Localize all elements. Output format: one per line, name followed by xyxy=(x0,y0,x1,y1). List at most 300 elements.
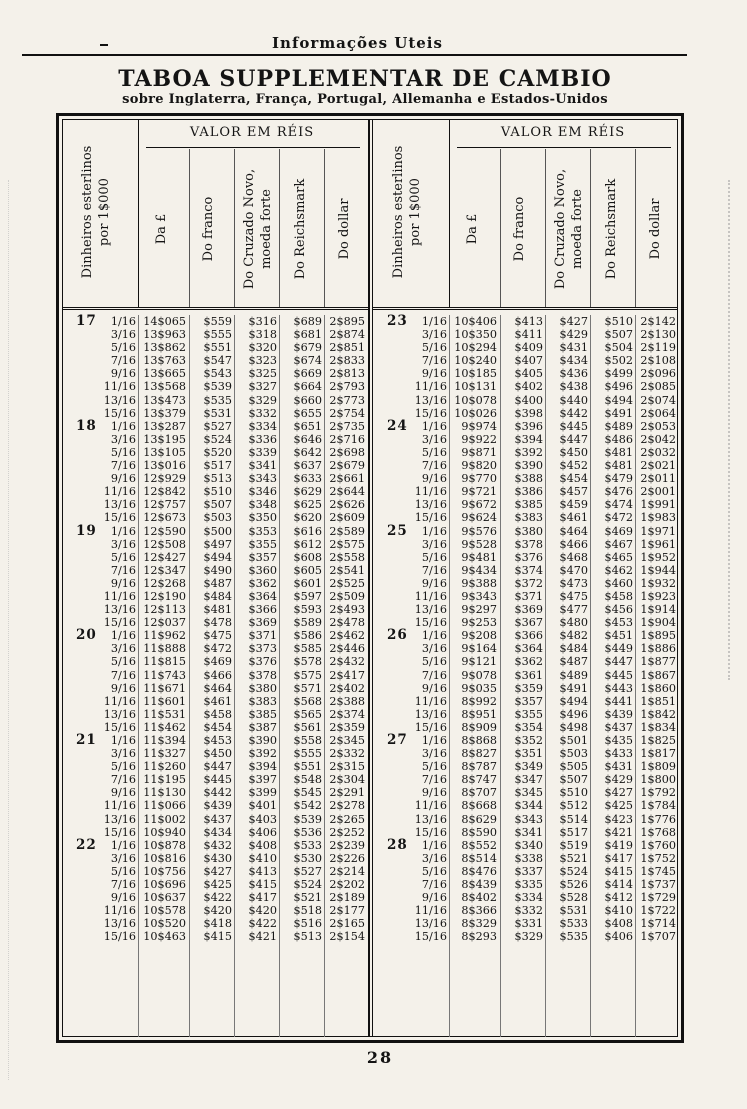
value-pound: 11$327 xyxy=(143,747,186,761)
franc-column-header: Do franco xyxy=(512,196,527,262)
value-cruzado: $413 xyxy=(248,864,277,878)
table-row xyxy=(373,590,678,603)
value-cruzado: $482 xyxy=(559,629,588,643)
value-dollar: 2$189 xyxy=(329,891,365,905)
value-dollar: 2$679 xyxy=(329,459,365,473)
pence-fraction: 3/16 xyxy=(110,537,136,551)
pence-fraction: 13/16 xyxy=(103,707,136,721)
value-cruzado: $364 xyxy=(248,589,277,603)
value-franc: $411 xyxy=(514,328,543,342)
value-reichsmark: $451 xyxy=(604,629,633,643)
value-pound: 8$951 xyxy=(461,707,497,721)
value-cruzado: $429 xyxy=(559,328,588,342)
value-reichsmark: $462 xyxy=(604,563,633,577)
table-row xyxy=(373,498,678,511)
value-cruzado: $336 xyxy=(248,432,277,446)
pence-fraction: 1/16 xyxy=(110,524,136,538)
value-cruzado: $415 xyxy=(248,878,277,892)
value-reichsmark: $681 xyxy=(293,328,322,342)
value-franc: $531 xyxy=(203,406,232,420)
value-reichsmark: $410 xyxy=(604,904,633,918)
value-reichsmark: $689 xyxy=(293,315,322,328)
value-pound: 11$888 xyxy=(143,642,186,656)
value-franc: $472 xyxy=(203,642,232,656)
table-row xyxy=(62,891,368,904)
value-dollar: 2$874 xyxy=(329,328,365,342)
column-divider xyxy=(324,149,325,307)
value-dollar: 2$735 xyxy=(329,419,365,433)
value-reichsmark: $460 xyxy=(604,576,633,590)
value-franc: $420 xyxy=(203,904,232,918)
pence-fraction: 7/16 xyxy=(421,773,447,787)
table-row xyxy=(373,522,678,539)
value-cruzado: $521 xyxy=(559,851,588,865)
value-franc: $386 xyxy=(514,485,543,499)
value-dollar: 1$952 xyxy=(640,550,676,564)
value-cruzado: $512 xyxy=(559,799,588,813)
value-reichsmark: $489 xyxy=(604,419,633,433)
value-pound: 9$297 xyxy=(461,603,497,617)
table-left-half xyxy=(62,119,368,1037)
table-row xyxy=(373,669,678,682)
value-franc: $338 xyxy=(514,851,543,865)
value-dollar: 1$707 xyxy=(640,930,676,944)
value-cruzado: $383 xyxy=(248,694,277,708)
value-cruzado: $329 xyxy=(248,393,277,407)
value-pound: 13$287 xyxy=(143,419,186,433)
pence-fraction: 9/16 xyxy=(421,681,447,695)
pence-whole: 27 xyxy=(387,732,408,748)
value-dollar: 1$817 xyxy=(640,747,676,761)
value-reichsmark: $481 xyxy=(604,445,633,459)
value-cruzado: $517 xyxy=(559,825,588,839)
value-reichsmark: $530 xyxy=(293,851,322,865)
value-cruzado: $373 xyxy=(248,642,277,656)
pence-column-header xyxy=(79,127,115,297)
value-pound: 10$878 xyxy=(143,838,186,852)
table-row xyxy=(62,459,368,472)
value-franc: $400 xyxy=(514,393,543,407)
value-pound: 8$787 xyxy=(461,760,497,774)
pence-fraction: 9/16 xyxy=(110,891,136,905)
value-cruzado: $320 xyxy=(248,341,277,355)
value-reichsmark: $633 xyxy=(293,472,322,486)
value-dollar: 2$119 xyxy=(640,341,676,355)
value-reichsmark: $518 xyxy=(293,904,322,918)
value-pound: 14$065 xyxy=(143,315,186,328)
value-reichsmark: $441 xyxy=(604,694,633,708)
value-dollar: 2$644 xyxy=(329,485,365,499)
pence-fraction: 15/16 xyxy=(103,511,136,525)
value-dollar: 1$825 xyxy=(640,734,676,747)
table-row xyxy=(62,760,368,773)
value-reichsmark: $412 xyxy=(604,891,633,905)
table-row xyxy=(373,577,678,590)
table-row xyxy=(62,603,368,616)
value-dollar: 1$991 xyxy=(640,498,676,512)
pence-fraction: 13/16 xyxy=(414,603,447,617)
pence-fraction: 7/16 xyxy=(421,354,447,368)
value-reichsmark: $423 xyxy=(604,812,633,826)
value-dollar: 2$291 xyxy=(329,786,365,800)
value-franc: $437 xyxy=(203,812,232,826)
cruzado-column-header xyxy=(552,159,588,299)
value-reichsmark: $555 xyxy=(293,747,322,761)
value-cruzado: $452 xyxy=(559,459,588,473)
value-reichsmark: $612 xyxy=(293,537,322,551)
pence-fraction: 15/16 xyxy=(103,930,136,944)
value-franc: $347 xyxy=(514,773,543,787)
value-reichsmark: $533 xyxy=(293,838,322,852)
table-row xyxy=(62,799,368,812)
value-pound: 9$208 xyxy=(461,629,497,643)
value-pound: 9$035 xyxy=(461,681,497,695)
value-reichsmark: $593 xyxy=(293,603,322,617)
value-cruzado: $350 xyxy=(248,511,277,525)
column-divider xyxy=(500,149,501,307)
value-cruzado: $371 xyxy=(248,629,277,643)
pence-whole: 22 xyxy=(76,836,97,853)
value-reichsmark: $481 xyxy=(604,459,633,473)
pence-fraction: 3/16 xyxy=(421,432,447,446)
value-dollar: 2$813 xyxy=(329,367,365,381)
value-dollar: 2$085 xyxy=(640,380,676,394)
value-dollar: 2$478 xyxy=(329,616,365,630)
value-dollar: 2$558 xyxy=(329,550,365,564)
value-reichsmark: $629 xyxy=(293,485,322,499)
value-cruzado: $316 xyxy=(248,315,277,328)
value-dollar: 2$525 xyxy=(329,576,365,590)
table-row xyxy=(373,538,678,551)
value-pound: 9$672 xyxy=(461,498,497,512)
value-pound: 10$406 xyxy=(454,315,497,328)
pence-header-line-2: por 1$000 xyxy=(408,178,423,246)
value-cruzado: $514 xyxy=(559,812,588,826)
value-reichsmark: $568 xyxy=(293,694,322,708)
value-pound: 10$696 xyxy=(143,878,186,892)
table-row xyxy=(373,472,678,485)
pence-fraction: 15/16 xyxy=(414,825,447,839)
value-reichsmark: $456 xyxy=(604,603,633,617)
value-franc: $392 xyxy=(514,445,543,459)
pence-header-line-2: por 1$000 xyxy=(97,178,112,246)
table-row xyxy=(62,813,368,826)
table-row xyxy=(62,629,368,642)
table-row xyxy=(373,682,678,695)
pound-column-header: Da £ xyxy=(465,213,480,245)
table-row xyxy=(373,904,678,917)
table-row xyxy=(373,603,678,616)
value-cruzado: $450 xyxy=(559,445,588,459)
pence-fraction: 11/16 xyxy=(414,694,447,708)
value-franc: $507 xyxy=(203,498,232,512)
pence-whole: 19 xyxy=(76,522,97,539)
pence-whole: 17 xyxy=(76,313,97,329)
value-reichsmark: $499 xyxy=(604,367,633,381)
pence-fraction: 13/16 xyxy=(103,603,136,617)
value-franc: $372 xyxy=(514,576,543,590)
pence-fraction: 13/16 xyxy=(414,393,447,407)
value-franc: $539 xyxy=(203,380,232,394)
pence-fraction: 13/16 xyxy=(103,393,136,407)
value-pound: 12$113 xyxy=(143,603,186,617)
value-pound: 13$379 xyxy=(143,406,186,420)
value-pound: 8$668 xyxy=(461,799,497,813)
table-row xyxy=(373,380,678,393)
value-pound: 13$016 xyxy=(143,459,186,473)
value-dollar: 1$800 xyxy=(640,773,676,787)
table-body-left xyxy=(62,315,368,944)
pence-fraction: 7/16 xyxy=(110,668,136,682)
table-row xyxy=(373,695,678,708)
value-reichsmark: $625 xyxy=(293,498,322,512)
pence-fraction: 11/16 xyxy=(414,380,447,394)
value-franc: $466 xyxy=(203,668,232,682)
value-franc: $357 xyxy=(514,694,543,708)
value-pound: 9$624 xyxy=(461,511,497,525)
value-cruzado: $380 xyxy=(248,681,277,695)
value-dollar: 2$541 xyxy=(329,563,365,577)
value-franc: $517 xyxy=(203,459,232,473)
pence-fraction: 11/16 xyxy=(103,589,136,603)
pence-fraction: 3/16 xyxy=(421,642,447,656)
value-franc: $396 xyxy=(514,419,543,433)
value-dollar: 2$402 xyxy=(329,681,365,695)
value-dollar: 2$226 xyxy=(329,851,365,865)
value-pound: 9$343 xyxy=(461,589,497,603)
value-dollar: 2$609 xyxy=(329,511,365,525)
value-reichsmark: $469 xyxy=(604,524,633,538)
table-row xyxy=(373,826,678,839)
value-franc: $345 xyxy=(514,786,543,800)
header-rule xyxy=(62,307,368,310)
value-dollar: 1$851 xyxy=(640,694,676,708)
running-head-rule xyxy=(22,54,687,56)
value-franc: $337 xyxy=(514,864,543,878)
value-pound: 8$590 xyxy=(461,825,497,839)
table-row xyxy=(62,446,368,459)
value-pound: 11$743 xyxy=(143,668,186,682)
value-franc: $402 xyxy=(514,380,543,394)
value-pound: 8$552 xyxy=(461,838,497,852)
value-pound: 9$820 xyxy=(461,459,497,473)
table-row xyxy=(62,522,368,539)
table-row xyxy=(373,341,678,354)
value-franc: $354 xyxy=(514,720,543,734)
pence-fraction: 9/16 xyxy=(421,472,447,486)
pence-fraction: 11/16 xyxy=(414,799,447,813)
value-reichsmark: $435 xyxy=(604,734,633,747)
pence-whole: 18 xyxy=(76,417,97,434)
value-pound: 9$078 xyxy=(461,668,497,682)
value-franc: $343 xyxy=(514,812,543,826)
value-dollar: 2$851 xyxy=(329,341,365,355)
value-reichsmark: $551 xyxy=(293,760,322,774)
value-pound: 9$721 xyxy=(461,485,497,499)
value-pound: 13$568 xyxy=(143,380,186,394)
value-cruzado: $442 xyxy=(559,406,588,420)
table-row xyxy=(62,917,368,930)
value-dollar: 2$432 xyxy=(329,655,365,669)
running-head: Informações Uteis xyxy=(272,34,443,52)
value-reichsmark: $545 xyxy=(293,786,322,800)
value-franc: $388 xyxy=(514,472,543,486)
value-pound: 11$066 xyxy=(143,799,186,813)
value-reichsmark: $664 xyxy=(293,380,322,394)
value-dollar: 2$462 xyxy=(329,629,365,643)
value-pound: 10$294 xyxy=(454,341,497,355)
value-reichsmark: $479 xyxy=(604,472,633,486)
value-franc: $340 xyxy=(514,838,543,852)
value-cruzado: $387 xyxy=(248,720,277,734)
value-pound: 10$131 xyxy=(454,380,497,394)
table-header-left xyxy=(62,119,368,307)
value-pound: 13$963 xyxy=(143,328,186,342)
value-dollar: 2$032 xyxy=(640,445,676,459)
value-dollar: 1$745 xyxy=(640,864,676,878)
value-reichsmark: $439 xyxy=(604,707,633,721)
value-reichsmark: $494 xyxy=(604,393,633,407)
value-pound: 12$590 xyxy=(143,524,186,538)
table-row xyxy=(62,865,368,878)
value-dollar: 2$064 xyxy=(640,406,676,420)
value-reichsmark: $586 xyxy=(293,629,322,643)
value-pound: 12$268 xyxy=(143,576,186,590)
value-franc: $447 xyxy=(203,760,232,774)
pence-fraction: 9/16 xyxy=(421,891,447,905)
value-franc: $503 xyxy=(203,511,232,525)
pence-header-line-1: Dinheiros esterlinos xyxy=(80,145,95,279)
value-cruzado: $369 xyxy=(248,616,277,630)
value-franc: $383 xyxy=(514,511,543,525)
value-cruzado: $501 xyxy=(559,734,588,747)
pence-fraction: 5/16 xyxy=(110,864,136,878)
value-reichsmark: $655 xyxy=(293,406,322,420)
value-cruzado: $346 xyxy=(248,485,277,499)
pence-fraction: 11/16 xyxy=(103,380,136,394)
value-cruzado: $519 xyxy=(559,838,588,852)
page-subtitle: sobre Inglaterra, França, Portugal, Allemanha e Estados-Unidos xyxy=(122,92,608,107)
value-group-header: VALOR EM RÉIS xyxy=(500,125,626,140)
table-row xyxy=(373,629,678,642)
value-pound: 12$347 xyxy=(143,563,186,577)
value-franc: $329 xyxy=(514,930,543,944)
value-franc: $409 xyxy=(514,341,543,355)
value-franc: $362 xyxy=(514,655,543,669)
value-pound: 12$427 xyxy=(143,550,186,564)
value-cruzado: $466 xyxy=(559,537,588,551)
value-dollar: 1$722 xyxy=(640,904,676,918)
pence-fraction: 1/16 xyxy=(110,419,136,433)
value-franc: $367 xyxy=(514,616,543,630)
value-pound: 9$121 xyxy=(461,655,497,669)
column-divider xyxy=(545,149,546,307)
value-cruzado: $427 xyxy=(559,315,588,328)
value-dollar: 2$108 xyxy=(640,354,676,368)
value-cruzado: $378 xyxy=(248,668,277,682)
value-dollar: 2$011 xyxy=(640,472,676,486)
pence-fraction: 7/16 xyxy=(110,773,136,787)
value-dollar: 2$202 xyxy=(329,878,365,892)
value-reichsmark: $651 xyxy=(293,419,322,433)
value-cruzado: $496 xyxy=(559,707,588,721)
value-franc: $442 xyxy=(203,786,232,800)
pence-fraction: 1/16 xyxy=(110,734,136,747)
table-right-half xyxy=(373,119,678,1037)
value-cruzado: $323 xyxy=(248,354,277,368)
table-row xyxy=(373,616,678,629)
value-reichsmark: $474 xyxy=(604,498,633,512)
pence-fraction: 15/16 xyxy=(414,616,447,630)
value-cruzado: $470 xyxy=(559,563,588,577)
value-dollar: 1$895 xyxy=(640,629,676,643)
value-cruzado: $473 xyxy=(559,576,588,590)
pence-fraction: 5/16 xyxy=(421,445,447,459)
pence-fraction: 9/16 xyxy=(110,472,136,486)
table-row xyxy=(373,760,678,773)
value-pound: 10$637 xyxy=(143,891,186,905)
pence-fraction: 11/16 xyxy=(414,904,447,918)
value-pound: 10$756 xyxy=(143,864,186,878)
value-reichsmark: $669 xyxy=(293,367,322,381)
table-row xyxy=(62,367,368,380)
value-dollar: 2$165 xyxy=(329,917,365,931)
table-row xyxy=(62,590,368,603)
value-franc: $380 xyxy=(514,524,543,538)
value-reichsmark: $513 xyxy=(293,930,322,944)
value-franc: $398 xyxy=(514,406,543,420)
value-reichsmark: $476 xyxy=(604,485,633,499)
table-row xyxy=(62,904,368,917)
pence-whole: 24 xyxy=(387,417,408,434)
table-row xyxy=(373,917,678,930)
value-dollar: 2$388 xyxy=(329,694,365,708)
value-cruzado: $341 xyxy=(248,459,277,473)
value-franc: $376 xyxy=(514,550,543,564)
value-franc: $475 xyxy=(203,629,232,643)
table-row xyxy=(373,328,678,341)
table-row xyxy=(62,682,368,695)
value-cruzado: $417 xyxy=(248,891,277,905)
value-franc: $439 xyxy=(203,799,232,813)
column-divider xyxy=(189,149,190,307)
table-row xyxy=(62,564,368,577)
value-reichsmark: $417 xyxy=(604,851,633,865)
value-dollar: 1$914 xyxy=(640,603,676,617)
value-reichsmark: $608 xyxy=(293,550,322,564)
value-pound: 8$827 xyxy=(461,747,497,761)
value-franc: $394 xyxy=(514,432,543,446)
pence-whole: 23 xyxy=(387,313,408,329)
group-header-rule xyxy=(457,147,671,148)
value-cruzado: $434 xyxy=(559,354,588,368)
value-dollar: 1$776 xyxy=(640,812,676,826)
value-reichsmark: $504 xyxy=(604,341,633,355)
value-reichsmark: $589 xyxy=(293,616,322,630)
value-pound: 8$329 xyxy=(461,917,497,931)
value-reichsmark: $433 xyxy=(604,747,633,761)
value-cruzado: $353 xyxy=(248,524,277,538)
pence-fraction: 1/16 xyxy=(421,419,447,433)
table-row xyxy=(62,417,368,434)
value-pound: 11$531 xyxy=(143,707,186,721)
value-pound: 12$757 xyxy=(143,498,186,512)
value-dollar: 2$345 xyxy=(329,734,365,747)
value-reichsmark: $524 xyxy=(293,878,322,892)
table-row xyxy=(62,695,368,708)
value-pound: 11$002 xyxy=(143,812,186,826)
franc-column-header: Do franco xyxy=(201,196,216,262)
